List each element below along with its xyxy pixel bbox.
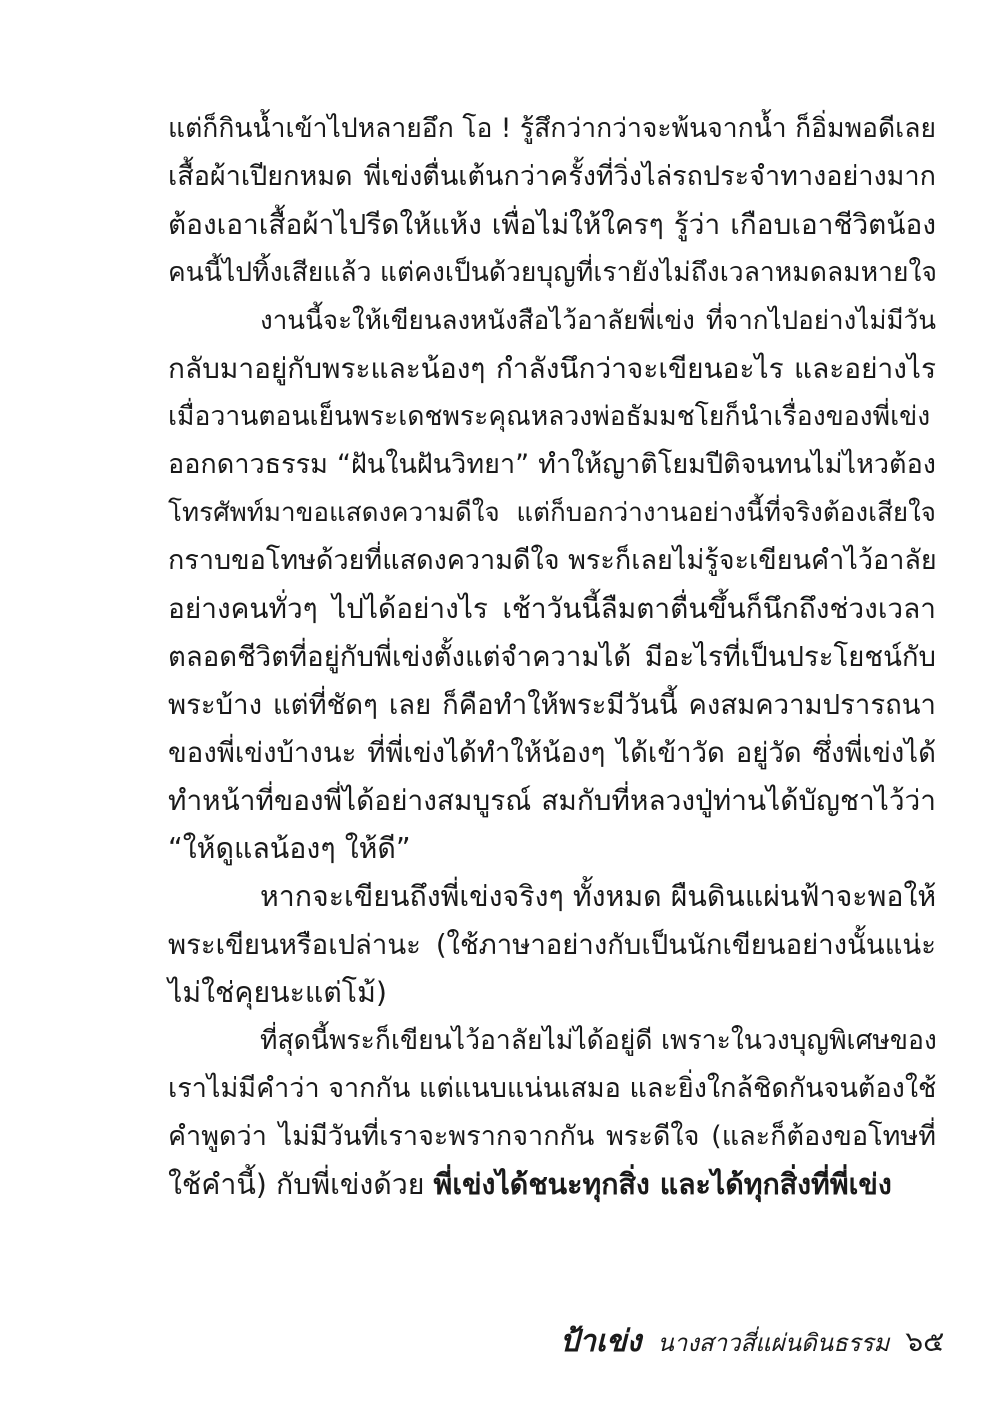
book-title: นางสาวสี่แผ่นดินธรรม — [657, 1329, 890, 1357]
text-line: ต้องเอาเสื้อผ้าไปรีดให้แห้ง เพื่อไม่ให้ใครๆ รู้ว่า เกือบเอาชีวิตน้อง — [168, 208, 936, 241]
text-line: ออกดาวธรรม “ฝันในฝันวิทยา” ทำให้ญาติโยมปีติจนทนไม่ไหวต้อง — [168, 449, 936, 480]
final-line — [168, 1161, 936, 1209]
paragraph-3 — [168, 873, 936, 1017]
text-line: กลับมาอยู่กับพระและน้องๆ กำลังนึกว่าจะเขียนอะไร และอย่างไร — [168, 352, 936, 385]
text-line: เมื่อวานตอนเย็นพระเดชพระคุณหลวงพ่อธัมมชโยก็นำเรื่องของพี่เข่ง — [168, 401, 931, 432]
page-body — [168, 105, 936, 1209]
paragraph-4 — [168, 1017, 936, 1209]
text-line: ของพี่เข่งบ้างนะ ที่พี่เข่งได้ทำให้น้องๆ ได้เข้าวัด อยู่วัด ซึ่งพี่เข่งได้ — [168, 737, 936, 769]
final-line-normal: ใช้คำนี้) กับพี่เข่งด้วย — [168, 1168, 434, 1201]
text-line: อย่างคนทั่วๆ ไปได้อย่างไร เช้าวันนี้ลืมตาตื่นขึ้นก็นึกถึงช่วงเวลา — [168, 592, 936, 625]
text-line: ตลอดชีวิตที่อยู่กับพี่เข่งตั้งแต่จำความได้ มีอะไรที่เป็นประโยชน์กับ — [168, 641, 936, 673]
text-line: คำพูดว่า ไม่มีวันที่เราจะพรากจากกัน พระดีใจ (และก็ต้องขอโทษที่ — [168, 1121, 936, 1152]
text-line: แต่ก็กินน้ำเข้าไปหลายอึก โอ ! รู้สึกว่ากว่าจะพ้นจากน้ำ ก็อิ่มพอดีเลย — [168, 113, 936, 144]
text-line: เสื้อผ้าเปียกหมด พี่เข่งตื่นเต้นกว่าครั้งที่วิ่งไล่รถประจำทางอย่างมาก — [168, 161, 936, 192]
text-line: พระเขียนหรือเปล่านะ (ใช้ภาษาอย่างกับเป็นนักเขียนอย่างนั้นแน่ะ — [168, 929, 936, 961]
text-line: เราไม่มีคำว่า จากกัน แต่แนบแน่นเสมอ และยิ่งใกล้ชิดกันจนต้องใช้ — [168, 1073, 937, 1104]
text-line: กราบขอโทษด้วยที่แสดงความดีใจ พระก็เลยไม่รู้จะเขียนคำไว้อาลัย — [168, 545, 937, 576]
text-line: งานนี้จะให้เขียนลงหนังสือไว้อาลัยพี่เข่ง ที่จากไปอย่างไม่มีวัน — [260, 306, 936, 336]
text-line: โทรศัพท์มาขอแสดงความดีใจ แต่ก็บอกว่างานอย่างนี้ที่จริงต้องเสียใจ — [168, 498, 936, 528]
final-line-bold: พี่เข่งได้ชนะทุกสิ่ง และได้ทุกสิ่งที่พี่เข่ง — [433, 1168, 892, 1201]
text-line: ที่สุดนี้พระก็เขียนไว้อาลัยไม่ได้อยู่ดี เพราะในวงบุญพิเศษของ — [260, 1025, 937, 1056]
page-footer — [560, 1318, 945, 1366]
paragraph-2 — [168, 297, 936, 873]
text-line: “ให้ดูแลน้องๆ ให้ดี” — [168, 832, 411, 865]
text-line: ไม่ใช่คุยนะแต่โม้) — [168, 976, 388, 1009]
text-line: หากจะเขียนถึงพี่เข่งจริงๆ ทั้งหมด ผืนดินแผ่นฟ้าจะพอให้ — [260, 880, 937, 913]
text-line: พระบ้าง แต่ที่ชัดๆ เลย ก็คือทำให้พระมีวันนี้ คงสมความปรารถนา — [168, 689, 936, 721]
page-number: ๖๕ — [905, 1325, 945, 1358]
text-line: คนนี้ไปทิ้งเสียแล้ว แต่คงเป็นด้วยบุญที่เรายังไม่ถึงเวลาหมดลมหายใจ — [168, 257, 938, 288]
running-title: ป้าเข่ง — [560, 1324, 642, 1359]
text-line: ทำหน้าที่ของพี่ได้อย่างสมบูรณ์ สมกับที่หลวงปู่ท่านได้บัญชาไว้ว่า — [168, 784, 936, 817]
paragraph-1 — [168, 105, 936, 297]
